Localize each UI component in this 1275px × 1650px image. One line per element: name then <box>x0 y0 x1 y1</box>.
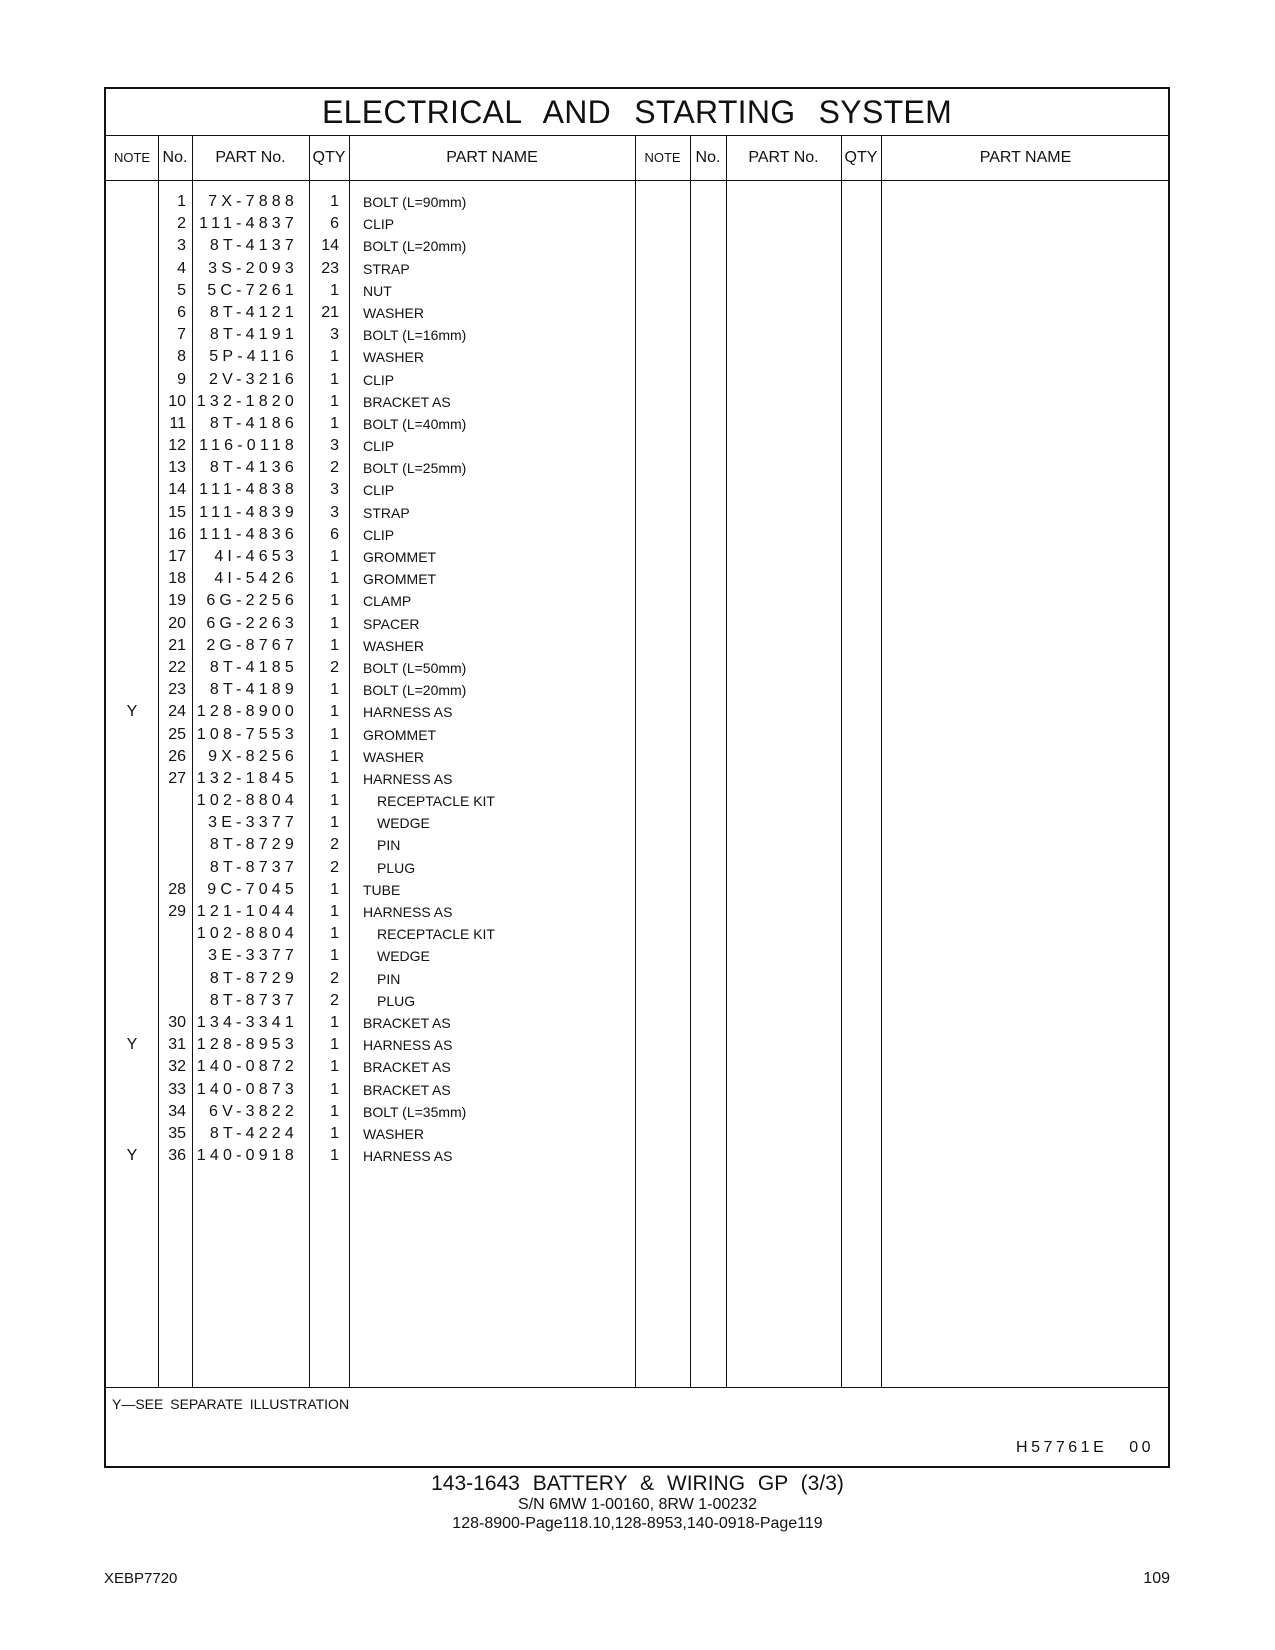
part-name-cell: PLUG <box>377 992 416 1009</box>
qty-cell: 1 <box>330 880 339 898</box>
document-id: XEBP7720 <box>104 1570 178 1587</box>
item-number-cell: 22 <box>168 658 186 676</box>
group-caption: 143-1643 BATTERY & WIRING GP (3/3) <box>431 1472 844 1495</box>
part-name-cell: BOLT (L=90mm) <box>363 194 467 210</box>
item-number-cell: 5 <box>177 281 186 299</box>
header-divider <box>106 180 1168 181</box>
table-row <box>106 901 1168 923</box>
table-row <box>106 502 1168 524</box>
qty-cell: 1 <box>330 570 339 588</box>
illustration-code: H57761E 00 <box>1016 1439 1154 1456</box>
part-number-cell: 4I-5426 <box>214 570 298 588</box>
part-number-cell: 8T-4186 <box>209 414 298 432</box>
part-name-cell: BOLT (L=20mm) <box>363 238 467 255</box>
part-name-cell: BRACKET AS <box>363 1081 451 1098</box>
table-row <box>106 657 1168 679</box>
table-row <box>106 1034 1168 1056</box>
part-number-cell: 8T-4121 <box>209 303 298 321</box>
part-number-cell: 8T-4185 <box>209 658 298 676</box>
qty-cell: 1 <box>330 814 339 832</box>
qty-cell: 3 <box>330 503 339 521</box>
qty-cell: 3 <box>330 481 339 499</box>
part-name-cell: GROMMET <box>363 571 437 588</box>
part-number-cell: 5C-7261 <box>207 281 298 299</box>
table-row <box>106 613 1168 635</box>
part-name-cell: RECEPTACLE KIT <box>377 793 495 810</box>
table-row <box>106 746 1168 768</box>
part-number-cell: 9C-7045 <box>207 880 298 898</box>
part-number-cell: 8T-8729 <box>209 836 298 854</box>
qty-cell: 3 <box>330 326 339 344</box>
part-number-cell: 134-3341 <box>196 1013 298 1031</box>
parts-list <box>106 191 1168 1167</box>
qty-cell: 2 <box>330 836 339 854</box>
qty-cell: 1 <box>330 1013 339 1031</box>
qty-cell: 1 <box>330 681 339 699</box>
item-number-cell: 9 <box>177 370 186 388</box>
qty-cell: 1 <box>330 636 339 654</box>
part-number-cell: 8T-8729 <box>209 969 298 987</box>
table-row <box>106 302 1168 324</box>
table-row <box>106 1101 1168 1123</box>
table-row <box>106 923 1168 945</box>
table-row <box>106 701 1168 723</box>
part-number-cell: 8T-4189 <box>209 681 298 699</box>
part-number-cell: 111-4838 <box>199 481 298 499</box>
part-number-cell: 128-8953 <box>196 1036 298 1054</box>
part-name-cell: BOLT (L=50mm) <box>363 659 467 676</box>
table-row <box>106 1079 1168 1101</box>
table-row <box>106 191 1168 213</box>
item-number-cell: 10 <box>168 392 186 410</box>
item-number-cell: 18 <box>168 570 186 588</box>
part-name-cell: BOLT (L=16mm) <box>363 327 467 344</box>
part-number-cell: 116-0118 <box>199 437 298 455</box>
header-part-no: PART No. <box>215 149 286 166</box>
part-name-cell: WEDGE <box>377 815 430 832</box>
qty-cell: 1 <box>330 592 339 610</box>
table-row <box>106 679 1168 701</box>
header-note: NOTE <box>644 150 681 165</box>
item-number-cell: 6 <box>177 303 186 321</box>
part-name-cell: HARNESS AS <box>363 770 453 787</box>
part-number-cell: 132-1820 <box>196 392 298 410</box>
part-number-cell: 102-8804 <box>196 792 298 810</box>
qty-cell: 1 <box>330 792 339 810</box>
header-qty: QTY <box>844 149 878 166</box>
header-part-name: PART NAME <box>979 149 1072 166</box>
item-number-cell: 21 <box>168 636 186 654</box>
table-row <box>106 590 1168 612</box>
item-number-cell: 13 <box>168 459 186 477</box>
part-number-cell: 102-8804 <box>196 925 298 943</box>
item-number-cell: 7 <box>177 326 186 344</box>
table-row <box>106 834 1168 856</box>
item-number-cell: 31 <box>168 1036 186 1054</box>
qty-cell: 1 <box>330 614 339 632</box>
part-name-cell: BOLT (L=25mm) <box>363 460 467 477</box>
table-row <box>106 524 1168 546</box>
page-title: ELECTRICAL AND STARTING SYSTEM <box>321 94 953 130</box>
part-name-cell: BOLT (L=40mm) <box>363 415 467 432</box>
part-name-cell: HARNESS AS <box>363 704 453 721</box>
qty-cell: 1 <box>330 769 339 787</box>
part-number-cell: 3E-3377 <box>208 947 298 965</box>
qty-cell: 1 <box>330 1080 339 1098</box>
part-number-cell: 8T-4224 <box>209 1124 298 1142</box>
part-number-cell: 8T-4136 <box>209 459 298 477</box>
item-number-cell: 17 <box>168 548 186 565</box>
table-row <box>106 457 1168 479</box>
part-number-cell: 111-4839 <box>199 503 298 521</box>
qty-cell: 3 <box>330 437 339 455</box>
part-name-cell: GROMMET <box>363 726 437 743</box>
part-number-cell: 2V-3216 <box>208 370 298 388</box>
table-row <box>106 790 1168 812</box>
item-number-cell: 25 <box>168 725 186 743</box>
note-cell: Y <box>126 1147 138 1165</box>
part-name-cell: STRAP <box>363 504 410 521</box>
table-row <box>106 479 1168 501</box>
part-name-cell: WASHER <box>363 304 424 321</box>
part-number-cell: 140-0873 <box>196 1080 298 1098</box>
qty-cell: 1 <box>330 1058 339 1076</box>
footnote: Y—SEE SEPARATE ILLUSTRATION <box>112 1396 350 1412</box>
qty-cell: 1 <box>330 414 339 432</box>
table-row <box>106 369 1168 391</box>
header-part-name: PART NAME <box>446 149 538 166</box>
serial-caption: S/N 6MW 1-00160, 8RW 1-00232 <box>518 1496 757 1513</box>
qty-cell: 1 <box>330 1147 339 1165</box>
header-qty: QTY <box>312 149 346 166</box>
note-cell: Y <box>126 1036 138 1054</box>
table-row <box>106 391 1168 413</box>
part-name-cell: RECEPTACLE KIT <box>377 926 495 943</box>
item-number-cell: 1 <box>177 193 186 210</box>
table-row <box>106 1012 1168 1034</box>
item-number-cell: 26 <box>168 747 186 765</box>
part-name-cell: CLIP <box>363 482 395 499</box>
part-name-cell: CLIP <box>363 438 395 455</box>
item-number-cell: 14 <box>168 481 186 499</box>
table-row <box>106 546 1168 568</box>
table-row <box>106 990 1168 1012</box>
header-no: No. <box>695 149 721 166</box>
item-number-cell: 32 <box>168 1058 186 1076</box>
qty-cell: 1 <box>330 747 339 765</box>
page-reference-caption: 128-8900-Page118.10,128-8953,140-0918-Page119 <box>452 1515 823 1532</box>
table-row <box>106 324 1168 346</box>
part-name-cell: BOLT (L=35mm) <box>363 1103 467 1120</box>
table-row <box>106 568 1168 590</box>
item-number-cell: 34 <box>168 1102 186 1120</box>
part-name-cell: CLAMP <box>363 593 412 610</box>
part-number-cell: 5P-4116 <box>209 348 298 366</box>
part-name-cell: WEDGE <box>377 948 430 965</box>
qty-cell: 2 <box>330 658 339 676</box>
qty-cell: 1 <box>330 1036 339 1054</box>
page-number: 109 <box>1143 1570 1170 1587</box>
item-number-cell: 4 <box>177 259 186 277</box>
table-row <box>106 945 1168 967</box>
part-number-cell: 7X-7888 <box>208 193 298 210</box>
table-row <box>106 879 1168 901</box>
table-row <box>106 1145 1168 1167</box>
part-name-cell: CLIP <box>363 371 395 388</box>
part-number-cell: 140-0918 <box>196 1147 298 1165</box>
part-name-cell: SPACER <box>363 615 420 632</box>
part-number-cell: 108-7553 <box>196 725 298 743</box>
item-number-cell: 12 <box>168 437 186 455</box>
part-name-cell: WASHER <box>363 1125 424 1142</box>
table-row <box>106 346 1168 368</box>
qty-cell: 1 <box>330 925 339 943</box>
parts-table-frame <box>104 87 1170 1468</box>
footer-divider <box>106 1387 1168 1388</box>
part-number-cell: 9X-8256 <box>208 747 298 765</box>
table-row <box>106 1056 1168 1078</box>
part-number-cell: 3S-2093 <box>208 259 298 277</box>
part-number-cell: 6G-2256 <box>206 592 298 610</box>
item-number-cell: 33 <box>168 1080 186 1098</box>
item-number-cell: 27 <box>168 769 186 787</box>
qty-cell: 1 <box>330 1124 339 1142</box>
qty-cell: 6 <box>330 215 339 233</box>
item-number-cell: 3 <box>177 237 186 255</box>
part-name-cell: STRAP <box>363 260 410 277</box>
qty-cell: 1 <box>330 392 339 410</box>
part-name-cell: HARNESS AS <box>363 1148 453 1165</box>
part-name-cell: BRACKET AS <box>363 1059 451 1076</box>
table-row <box>106 812 1168 834</box>
table-row <box>106 768 1168 790</box>
header-no: No. <box>162 149 188 166</box>
part-name-cell: PIN <box>377 837 401 854</box>
qty-cell: 1 <box>330 548 339 565</box>
part-number-cell: 4I-4653 <box>214 548 298 565</box>
part-name-cell: NUT <box>363 282 392 299</box>
table-row <box>106 280 1168 302</box>
item-number-cell: 20 <box>168 614 186 632</box>
item-number-cell: 24 <box>168 703 186 721</box>
part-number-cell: 8T-8737 <box>209 991 298 1009</box>
table-row <box>106 1123 1168 1145</box>
qty-cell: 1 <box>330 903 339 920</box>
part-name-cell: TUBE <box>363 881 401 898</box>
part-name-cell: HARNESS AS <box>363 904 453 920</box>
table-row <box>106 435 1168 457</box>
item-number-cell: 11 <box>169 414 186 432</box>
part-number-cell: 8T-4191 <box>209 326 298 344</box>
part-number-cell: 3E-3377 <box>208 814 298 832</box>
part-number-cell: 6G-2263 <box>206 614 298 632</box>
item-number-cell: 28 <box>168 880 186 898</box>
qty-cell: 2 <box>330 858 339 876</box>
qty-cell: 6 <box>330 525 339 543</box>
item-number-cell: 15 <box>168 503 186 521</box>
part-number-cell: 8T-4137 <box>209 237 298 255</box>
part-name-cell: BOLT (L=20mm) <box>363 682 467 699</box>
part-name-cell: CLIP <box>363 216 395 233</box>
part-name-cell: GROMMET <box>363 549 437 565</box>
qty-cell: 1 <box>330 370 339 388</box>
qty-cell: 1 <box>330 348 339 366</box>
part-number-cell: 121-1044 <box>196 903 298 920</box>
table-row <box>106 235 1168 257</box>
item-number-cell: 35 <box>168 1124 186 1142</box>
qty-cell: 1 <box>330 281 339 299</box>
part-number-cell: 2G-8767 <box>206 636 298 654</box>
note-cell: Y <box>126 703 138 721</box>
item-number-cell: 36 <box>168 1147 186 1165</box>
qty-cell: 21 <box>321 303 339 321</box>
header-note: NOTE <box>113 150 151 165</box>
table-row <box>106 635 1168 657</box>
part-number-cell: 132-1845 <box>196 769 298 787</box>
part-number-cell: 111-4837 <box>199 215 298 233</box>
qty-cell: 14 <box>321 237 339 255</box>
qty-cell: 23 <box>321 259 339 277</box>
part-name-cell: WASHER <box>363 748 424 765</box>
part-name-cell: PLUG <box>377 859 416 876</box>
item-number-cell: 29 <box>168 903 186 920</box>
qty-cell: 2 <box>330 459 339 477</box>
item-number-cell: 2 <box>177 215 186 233</box>
item-number-cell: 23 <box>168 681 186 699</box>
part-name-cell: HARNESS AS <box>363 1037 453 1054</box>
table-row <box>106 724 1168 746</box>
table-row <box>106 258 1168 280</box>
part-number-cell: 128-8900 <box>196 703 298 721</box>
part-number-cell: 6V-3822 <box>208 1102 298 1120</box>
table-row <box>106 857 1168 879</box>
table-row <box>106 413 1168 435</box>
qty-cell: 1 <box>330 1102 339 1120</box>
qty-cell: 2 <box>330 969 339 987</box>
qty-cell: 1 <box>330 703 339 721</box>
item-number-cell: 16 <box>168 525 186 543</box>
qty-cell: 2 <box>330 991 339 1009</box>
part-name-cell: CLIP <box>363 526 395 543</box>
header-part-no: PART No. <box>748 149 819 166</box>
part-number-cell: 111-4836 <box>199 525 298 543</box>
part-name-cell: PIN <box>377 970 401 987</box>
part-name-cell: BRACKET AS <box>363 393 451 410</box>
qty-cell: 1 <box>330 725 339 743</box>
table-row <box>106 213 1168 235</box>
part-number-cell: 140-0872 <box>196 1058 298 1076</box>
part-name-cell: WASHER <box>363 349 424 366</box>
part-number-cell: 8T-8737 <box>209 858 298 876</box>
qty-cell: 1 <box>330 193 339 210</box>
part-name-cell: BRACKET AS <box>363 1014 451 1031</box>
item-number-cell: 8 <box>177 348 186 366</box>
item-number-cell: 30 <box>168 1013 186 1031</box>
table-row <box>106 968 1168 990</box>
qty-cell: 1 <box>330 947 339 965</box>
item-number-cell: 19 <box>168 592 186 610</box>
part-name-cell: WASHER <box>363 637 424 654</box>
